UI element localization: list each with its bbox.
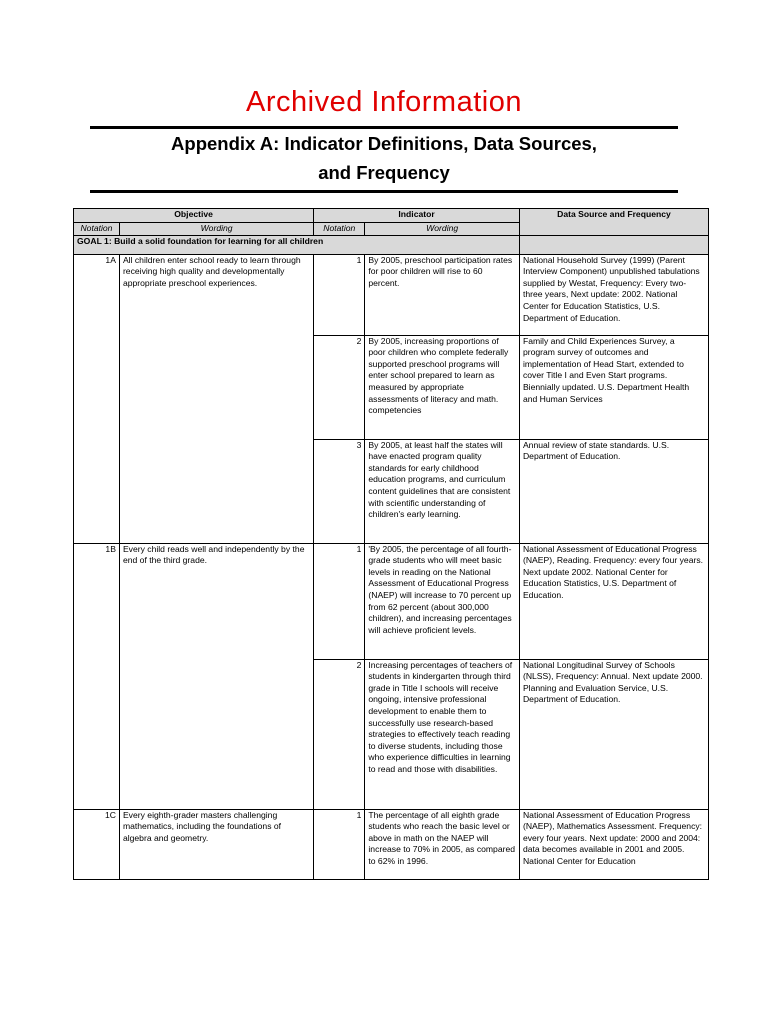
indicator-wording: Increasing percentages of teachers of students in kindergarten through third grade in Title I schools will receive ongoing, intensive professional development to enable them to successfully use research-based strategies to effectively teach reading to diverse students, including those who experience difficulties in learning to read and those with disabilities. — [365, 659, 520, 809]
objective-wording: All children enter school ready to learn through receiving high quality and developmentally appropriate preschool experiences. — [119, 254, 313, 543]
indicator-notation-subheader: Notation — [314, 223, 365, 236]
page-title-line2: and Frequency — [318, 162, 450, 183]
indicator-notation: 1 — [314, 809, 365, 879]
objective-notation-subheader: Notation — [74, 223, 120, 236]
indicator-table — [73, 208, 709, 880]
top-divider — [90, 126, 678, 129]
data-source-header: Data Source and Frequency — [519, 209, 708, 236]
objective-header: Objective — [74, 209, 314, 223]
indicator-wording: By 2005, increasing proportions of poor children who complete federally supported preschool programs will enter school prepared to learn as measured by appropriate assessments of literacy and math. competencies — [365, 335, 520, 439]
objective-wording-subheader: Wording — [119, 223, 313, 236]
goal-source-cell — [519, 235, 708, 254]
indicator-wording: 'By 2005, the percentage of all fourth-grade students who will meet basic levels in reading on the National Assessment of Educational Progress (NAEP) will increase to 70 percent up from 62 percent (about 300,000 children), and increasing percentages will achieve proficient levels. — [365, 543, 520, 659]
indicator-notation: 1 — [314, 543, 365, 659]
table-row — [74, 543, 709, 659]
objective-wording: Every child reads well and independently by the end of the third grade. — [119, 543, 313, 809]
indicator-header: Indicator — [314, 209, 520, 223]
data-source: National Assessment of Education Progress (NAEP), Mathematics Assessment. Frequency: every four years. Next update: 2000 and 2004: data becomes available in 2001 and 2005. National Center for Education — [519, 809, 708, 879]
table-row — [74, 254, 709, 335]
data-source: National Longitudinal Survey of Schools (NLSS), Frequency: Annual. Next update 2000. Planning and Evaluation Service, U.S. Department of Education. — [519, 659, 708, 809]
bottom-divider — [90, 190, 678, 193]
goal-label: GOAL 1: Build a solid foundation for learning for all children — [74, 235, 520, 254]
objective-wording: Every eighth-grader masters challenging mathematics, including the foundations of algebra and geometry. — [119, 809, 313, 879]
indicator-notation: 3 — [314, 439, 365, 543]
indicator-wording: By 2005, preschool participation rates for poor children will rise to 60 percent. — [365, 254, 520, 335]
archived-information-label: Archived Information — [246, 86, 522, 118]
objective-notation: 1C — [74, 809, 120, 879]
goal-row — [74, 235, 709, 254]
page-title-line1: Appendix A: Indicator Definitions, Data Sources, — [171, 133, 597, 154]
data-source: Annual review of state standards. U.S. Department of Education. — [519, 439, 708, 543]
data-source: National Assessment of Educational Progress (NAEP), Reading. Frequency: every four years. Next update 2002. National Center for Education Statistics, U.S. Department of Education. — [519, 543, 708, 659]
objective-notation: 1A — [74, 254, 120, 543]
data-source: Family and Child Experiences Survey, a program survey of outcomes and implementation of Head Start, extended to cover Title I and Even Start programs. Biennially updated. U.S. Department Health and Human Services — [519, 335, 708, 439]
data-source: National Household Survey (1999) (Parent Interview Component) unpublished tabulations supplied by Westat, Frequency: Every two-three years, Next update: 2002. National Center for Education Statistics, U.S. Department of Education. — [519, 254, 708, 335]
indicator-notation: 2 — [314, 335, 365, 439]
table-row — [74, 809, 709, 879]
indicator-notation: 2 — [314, 659, 365, 809]
objective-notation: 1B — [74, 543, 120, 809]
indicator-notation: 1 — [314, 254, 365, 335]
indicator-wording-subheader: Wording — [365, 223, 520, 236]
indicator-wording: The percentage of all eighth grade students who reach the basic level or above in math on the NAEP will increase to 70% in 2005, as compared to 62% in 1996. — [365, 809, 520, 879]
header-row — [74, 209, 709, 223]
indicator-wording: By 2005, at least half the states will have enacted program quality standards for early childhood education programs, and curriculum content guidelines that are consistent with scientific understanding of children's early learning. — [365, 439, 520, 543]
